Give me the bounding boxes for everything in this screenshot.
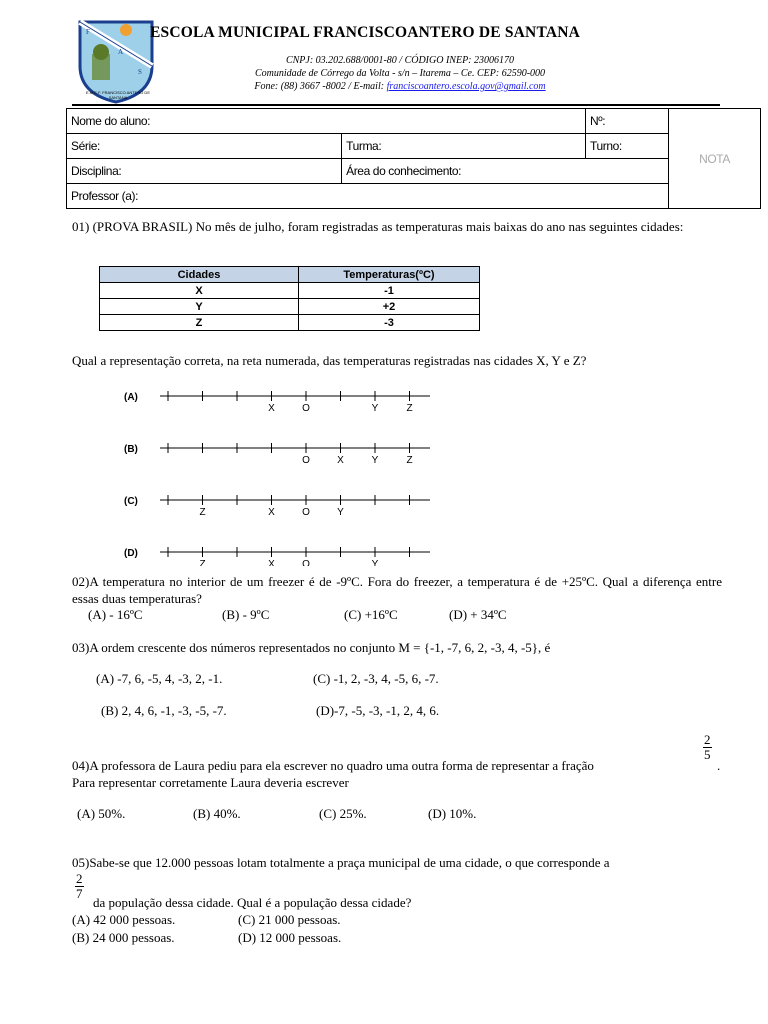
q4-fraction: $\frac{2}{5}$ <box>704 732 711 762</box>
q2-option-d[interactable]: (D) + 34ºC <box>449 607 507 622</box>
q5-option-c[interactable]: (C) 21 000 pessoas. <box>238 912 341 927</box>
point-label: X <box>337 455 344 466</box>
q4-text: 04)A professora de Laura pediu para ela escrever no quadro uma outra forma de representar a fração <box>72 758 594 773</box>
q4-end: . <box>717 758 721 773</box>
col-cidades: Cidades <box>100 267 299 283</box>
point-label: O <box>302 559 310 566</box>
point-label: O <box>302 403 310 414</box>
point-label: O <box>302 507 310 518</box>
q5-text: 05)Sabe-se que 12.000 pessoas lotam totalmente a praça municipal de uma cidade, o que corresponde a <box>72 855 610 870</box>
q1-question: Qual a representação correta, na reta numerada, das temperaturas registradas nas cidades X, Y e Z? <box>72 353 587 368</box>
city-cell: Y <box>100 299 299 315</box>
q3-option-c[interactable]: (C) -1, 2, -3, 4, -5, 6, -7. <box>313 671 439 686</box>
city-cell: Z <box>100 315 299 331</box>
turma-field[interactable]: Turma: <box>342 134 586 159</box>
disciplina-field[interactable]: Disciplina: <box>67 159 342 184</box>
point-label: Y <box>371 403 379 414</box>
option-label[interactable]: (B) <box>124 444 138 455</box>
q4-option-c[interactable]: (C) 25%. <box>319 806 367 821</box>
point-label: Y <box>371 455 379 466</box>
q2-option-b[interactable]: (B) - 9ºC <box>222 607 270 622</box>
point-label: Z <box>406 455 413 466</box>
address-line: Comunidade de Córrego da Volta - s/n – Itarema – Ce. CEP: 62590-000 <box>254 68 546 79</box>
q3-option-a[interactable]: (A) -7, 6, -5, 4, -3, 2, -1. <box>96 671 223 686</box>
option-label[interactable]: (A) <box>124 392 138 403</box>
q1-text: 01) (PROVA BRASIL) No mês de julho, foram registradas as temperaturas mais baixas do ano nas seguintes cidades: <box>72 219 684 234</box>
school-name: ESCOLA MUNICIPAL FRANCISCOANTERO DE SANTANA <box>150 24 581 41</box>
q4-option-d[interactable]: (D) 10%. <box>428 806 477 821</box>
q2-option-c[interactable]: (C) +16ºC <box>344 607 398 622</box>
option-label[interactable]: (D) <box>124 548 138 559</box>
point-label: Y <box>337 507 344 518</box>
nome-field[interactable]: Nome do aluno: <box>67 109 586 134</box>
svg-text:A: A <box>118 48 124 56</box>
q5-text2: da população dessa cidade. Qual é a população dessa cidade? <box>93 895 412 910</box>
temp-cell: +2 <box>299 299 480 315</box>
numero-field[interactable]: Nº: <box>586 109 669 134</box>
col-temperaturas: Temperaturas(ºC) <box>299 267 480 283</box>
option-label[interactable]: (C) <box>124 496 138 507</box>
temp-cell: -1 <box>299 283 480 299</box>
area-field[interactable]: Área do conhecimento: <box>342 159 669 184</box>
temperature-table <box>99 266 480 331</box>
q4-option-b[interactable]: (B) 40%. <box>193 806 241 821</box>
q3-option-d[interactable]: (D)-7, -5, -3, -1, 2, 4, 6. <box>316 703 440 718</box>
header-divider <box>72 104 720 106</box>
student-info-table <box>66 108 761 209</box>
q2-text: 02)A temperatura no interior de um freezer é de -9ºC. Fora do freezer, a temperatura é de +25ºC. Qual a diferença entre essas duas temperaturas? <box>72 574 722 606</box>
number-lines <box>120 384 440 566</box>
q4-option-a[interactable]: (A) 50%. <box>77 806 126 821</box>
point-label: X <box>268 507 275 518</box>
professor-field[interactable]: Professor (a): <box>67 184 669 209</box>
logo-caption: E.M.E.F. FRANCISCO ANTERO DE SANTANA <box>85 90 150 100</box>
nota-box: NOTA <box>669 109 761 209</box>
email-link[interactable]: franciscoantero.escola.gov@gmail.com <box>386 81 546 92</box>
point-label: O <box>302 455 310 466</box>
point-label: Z <box>406 403 413 414</box>
point-label: X <box>268 559 275 566</box>
q5-option-a[interactable]: (A) 42 000 pessoas. <box>72 912 176 927</box>
q3-text: 03)A ordem crescente dos números representados no conjunto M = {-1, -7, 6, 2, -3, 4, -5}, é <box>72 640 551 655</box>
q5-fraction: $\frac{2}{7}$ <box>76 871 83 901</box>
q4-text2: Para representar corretamente Laura deveria escrever <box>72 775 349 790</box>
contact-line <box>150 81 650 92</box>
q3-option-b[interactable]: (B) 2, 4, 6, -1, -3, -5, -7. <box>101 703 227 718</box>
point-label: Y <box>371 559 379 566</box>
point-label: X <box>268 403 275 414</box>
point-label: Z <box>199 507 206 518</box>
city-cell: X <box>100 283 299 299</box>
svg-text:F: F <box>86 28 90 36</box>
serie-field[interactable]: Série: <box>67 134 342 159</box>
phone-text: Fone: (88) 3667 -8002 / E-mail: <box>254 81 387 92</box>
q2-option-a[interactable]: (A) - 16ºC <box>88 607 143 622</box>
q5-option-d[interactable]: (D) 12 000 pessoas. <box>238 930 342 945</box>
q5-option-b[interactable]: (B) 24 000 pessoas. <box>72 930 175 945</box>
turno-field[interactable]: Turno: <box>586 134 669 159</box>
svg-text:S: S <box>138 68 142 76</box>
point-label: Z <box>199 559 206 566</box>
cnpj-line: CNPJ: 03.202.688/0001-80 / CÓDIGO INEP: 23006170 <box>285 55 515 66</box>
temp-cell: -3 <box>299 315 480 331</box>
